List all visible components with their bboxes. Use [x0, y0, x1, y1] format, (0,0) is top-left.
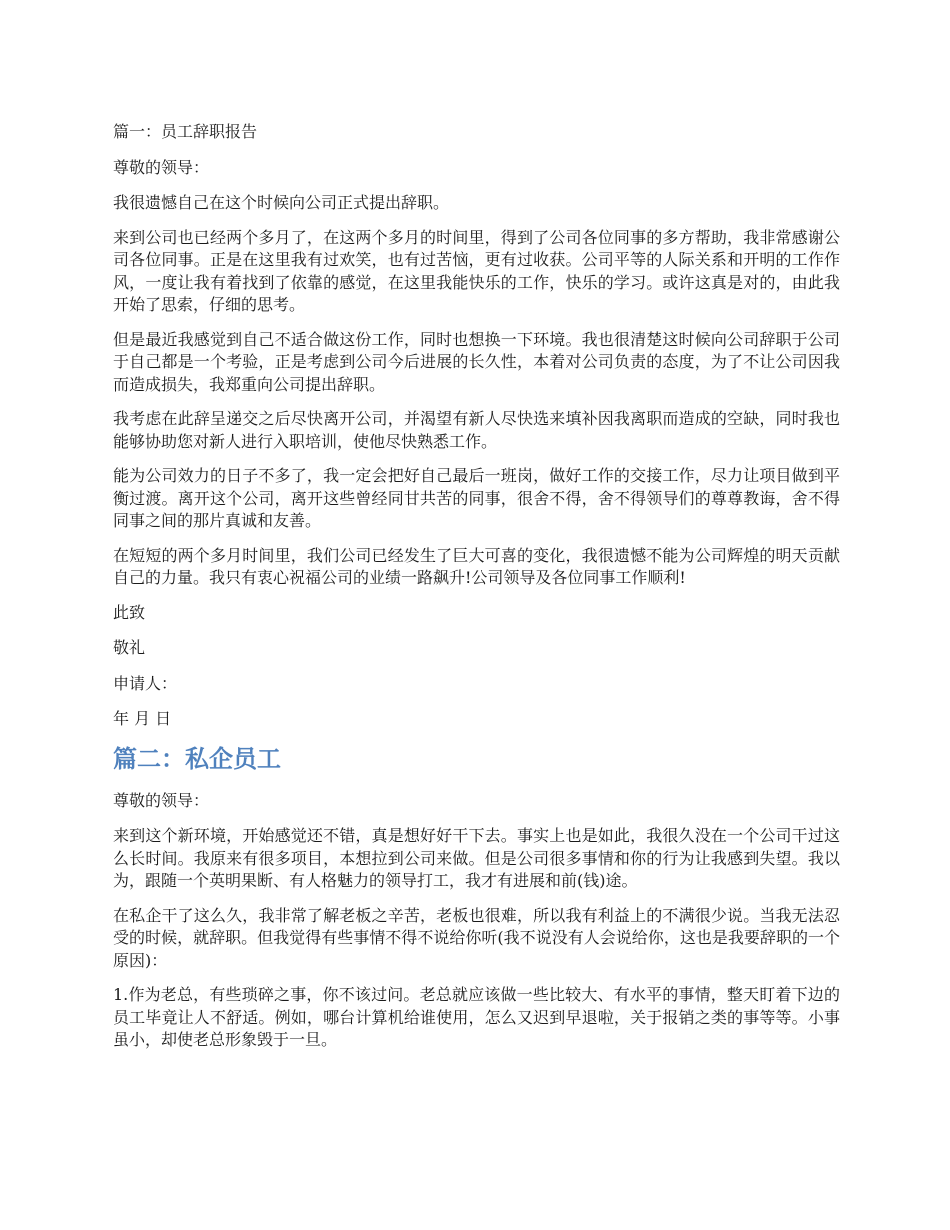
section1-paragraph: 来到公司也已经两个多月了，在这两个多月的时间里，得到了公司各位同事的多方帮助，我非常感谢公司各位同事。正是在这里我有过欢笑，也有过苦恼，更有过收获。公司平等的人际关系和开明的工作作风，一度让我有着找到了依靠的感觉，在这里我能快乐的工作，快乐的学习。或许这真是对的，由此我开始了思索，仔细的思考。	[113, 227, 840, 314]
section2-paragraph: 来到这个新环境，开始感觉还不错，真是想好好干下去。事实上也是如此，我很久没在一个公司干过这么长时间。我原来有很多项目，本想拉到公司来做。但是公司很多事情和你的行为让我感到失望。我以为，跟随一个英明果断、有人格魅力的领导打工，我才有进展和前(钱)途。	[113, 826, 840, 890]
section1-paragraph: 能为公司效力的日子不多了，我一定会把好自己最后一班岗，做好工作的交接工作，尽力让项目做到平衡过渡。离开这个公司，离开这些曾经同甘共苦的同事，很舍不得，舍不得领导们的尊尊教诲，舍不得同事之间的那片真诚和友善。	[113, 466, 840, 530]
closing-line-2: 敬礼	[113, 638, 146, 657]
document-page	[113, 121, 840, 1064]
section1-paragraph: 我很遗憾自己在这个时候向公司正式提出辞职。	[113, 193, 450, 212]
section1-paragraph: 在短短的两个多月时间里，我们公司已经发生了巨大可喜的变化，我很遗憾不能为公司辉煌的明天贡献自己的力量。我只有衷心祝福公司的业绩一路飙升!公司领导及各位同事工作顺利!	[113, 545, 840, 587]
section1-paragraph: 我考虑在此辞呈递交之后尽快离开公司，并渴望有新人尽快选来填补因我离职而造成的空缺，同时我也能够协助您对新人进行入职培训，使他尽快熟悉工作。	[113, 409, 840, 451]
applicant-line: 申请人：	[113, 673, 178, 693]
section2-paragraph: 在私企干了这么久，我非常了解老板之辛苦，老板也很难，所以我有利益上的不满很少说。当我无法忍受的时候，就辞职。但我觉得有些事情不得不说给你听(我不说没有人会说给你，这也是我要辞职的一个原因)：	[113, 905, 840, 970]
section1-title: 篇一：员工辞职报告	[113, 122, 258, 141]
section2-heading: 篇二：私企员工	[113, 744, 281, 773]
section1-paragraph: 但是最近我感觉到自己不适合做这份工作，同时也想换一下环境。我也很清楚这时候向公司辞职于公司于自己都是一个考验，正是考虑到公司今后进展的长久性，本着对公司负责的态度，为了不让公司因我而造成损失，我郑重向公司提出辞职。	[113, 329, 840, 394]
section2-paragraph: 1.作为老总，有些琐碎之事，你不该过问。老总就应该做一些比较大、有水平的事情，整天盯着下边的员工毕竟让人不舒适。例如，哪台计算机给谁使用，怎么又迟到早退啦，关于报销之类的事等等。小事虽小，却使老总形象毁于一旦。	[113, 985, 840, 1049]
closing-line-1: 此致	[113, 602, 146, 622]
section2-salutation: 尊敬的领导：	[113, 790, 210, 810]
date-line: 年 月 日	[113, 709, 172, 728]
section1-salutation: 尊敬的领导：	[113, 157, 210, 177]
